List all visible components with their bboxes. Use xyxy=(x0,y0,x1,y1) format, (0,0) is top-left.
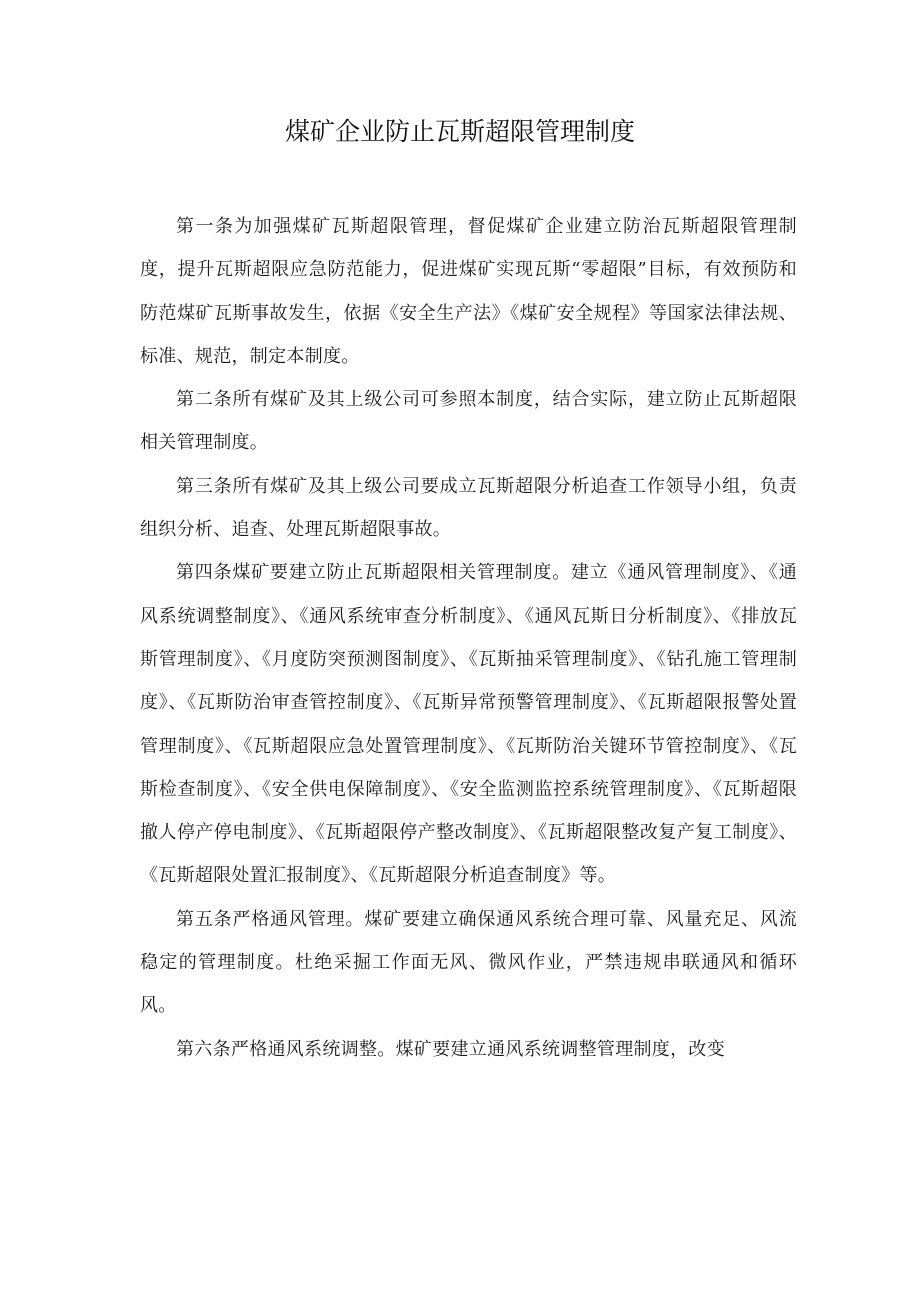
document-body xyxy=(140,205,797,1071)
document-title: 煤矿企业防止瓦斯超限管理制度 xyxy=(284,117,635,146)
article-3-paragraph: 第三条所有煤矿及其上级公司要成立瓦斯超限分析追查工作领导小组，负责组织分析、追查、处理瓦斯超限事故。 xyxy=(140,475,797,541)
article-6-paragraph: 第六条严格通风系统调整。煤矿要建立通风系统调整管理制度，改变 xyxy=(176,1038,725,1060)
article-1-paragraph: 第一条为加强煤矿瓦斯超限管理，督促煤矿企业建立防治瓦斯超限管理制度，提升瓦斯超限应急防范能力，促进煤矿实现瓦斯“零超限”目标，有效预防和防范煤矿瓦斯事故发生，依据《安全生产法》《煤矿安全规程》等国家法律法规、标准、规范，制定本制度。 xyxy=(140,216,797,367)
article-2-paragraph: 第二条所有煤矿及其上级公司可参照本制度，结合实际，建立防止瓦斯超限相关管理制度。 xyxy=(140,389,797,454)
article-5-paragraph: 第五条严格通风管理。煤矿要建立确保通风系统合理可靠、风量充足、风流稳定的管理制度。杜绝采掘工作面无风、微风作业，严禁违规串联通风和循环风。 xyxy=(140,908,797,1017)
article-4-paragraph: 第四条煤矿要建立防止瓦斯超限相关管理制度。建立《通风管理制度》、《通风系统调整制度》、《通风系统审查分析制度》、《通风瓦斯日分析制度》、《排放瓦斯管理制度》、《月度防突预测图制度》、《瓦斯抽采管理制度》、《钻孔施工管理制度》、《瓦斯防治审查管控制度》、《瓦斯异常预警管理制度》、《瓦斯超限报警处置管理制度》、《瓦斯超限应急处置管理制度》、《瓦斯防治关键环节管控制度》、《瓦斯检查制度》、《安全供电保障制度》、《安全监测监控系统管理制度》、《瓦斯超限撤人停产停电制度》、《瓦斯超限停产整改制度》、《瓦斯超限整改复产复工制度》、《瓦斯超限处置汇报制度》、《瓦斯超限分析追查制度》等。 xyxy=(140,562,797,887)
